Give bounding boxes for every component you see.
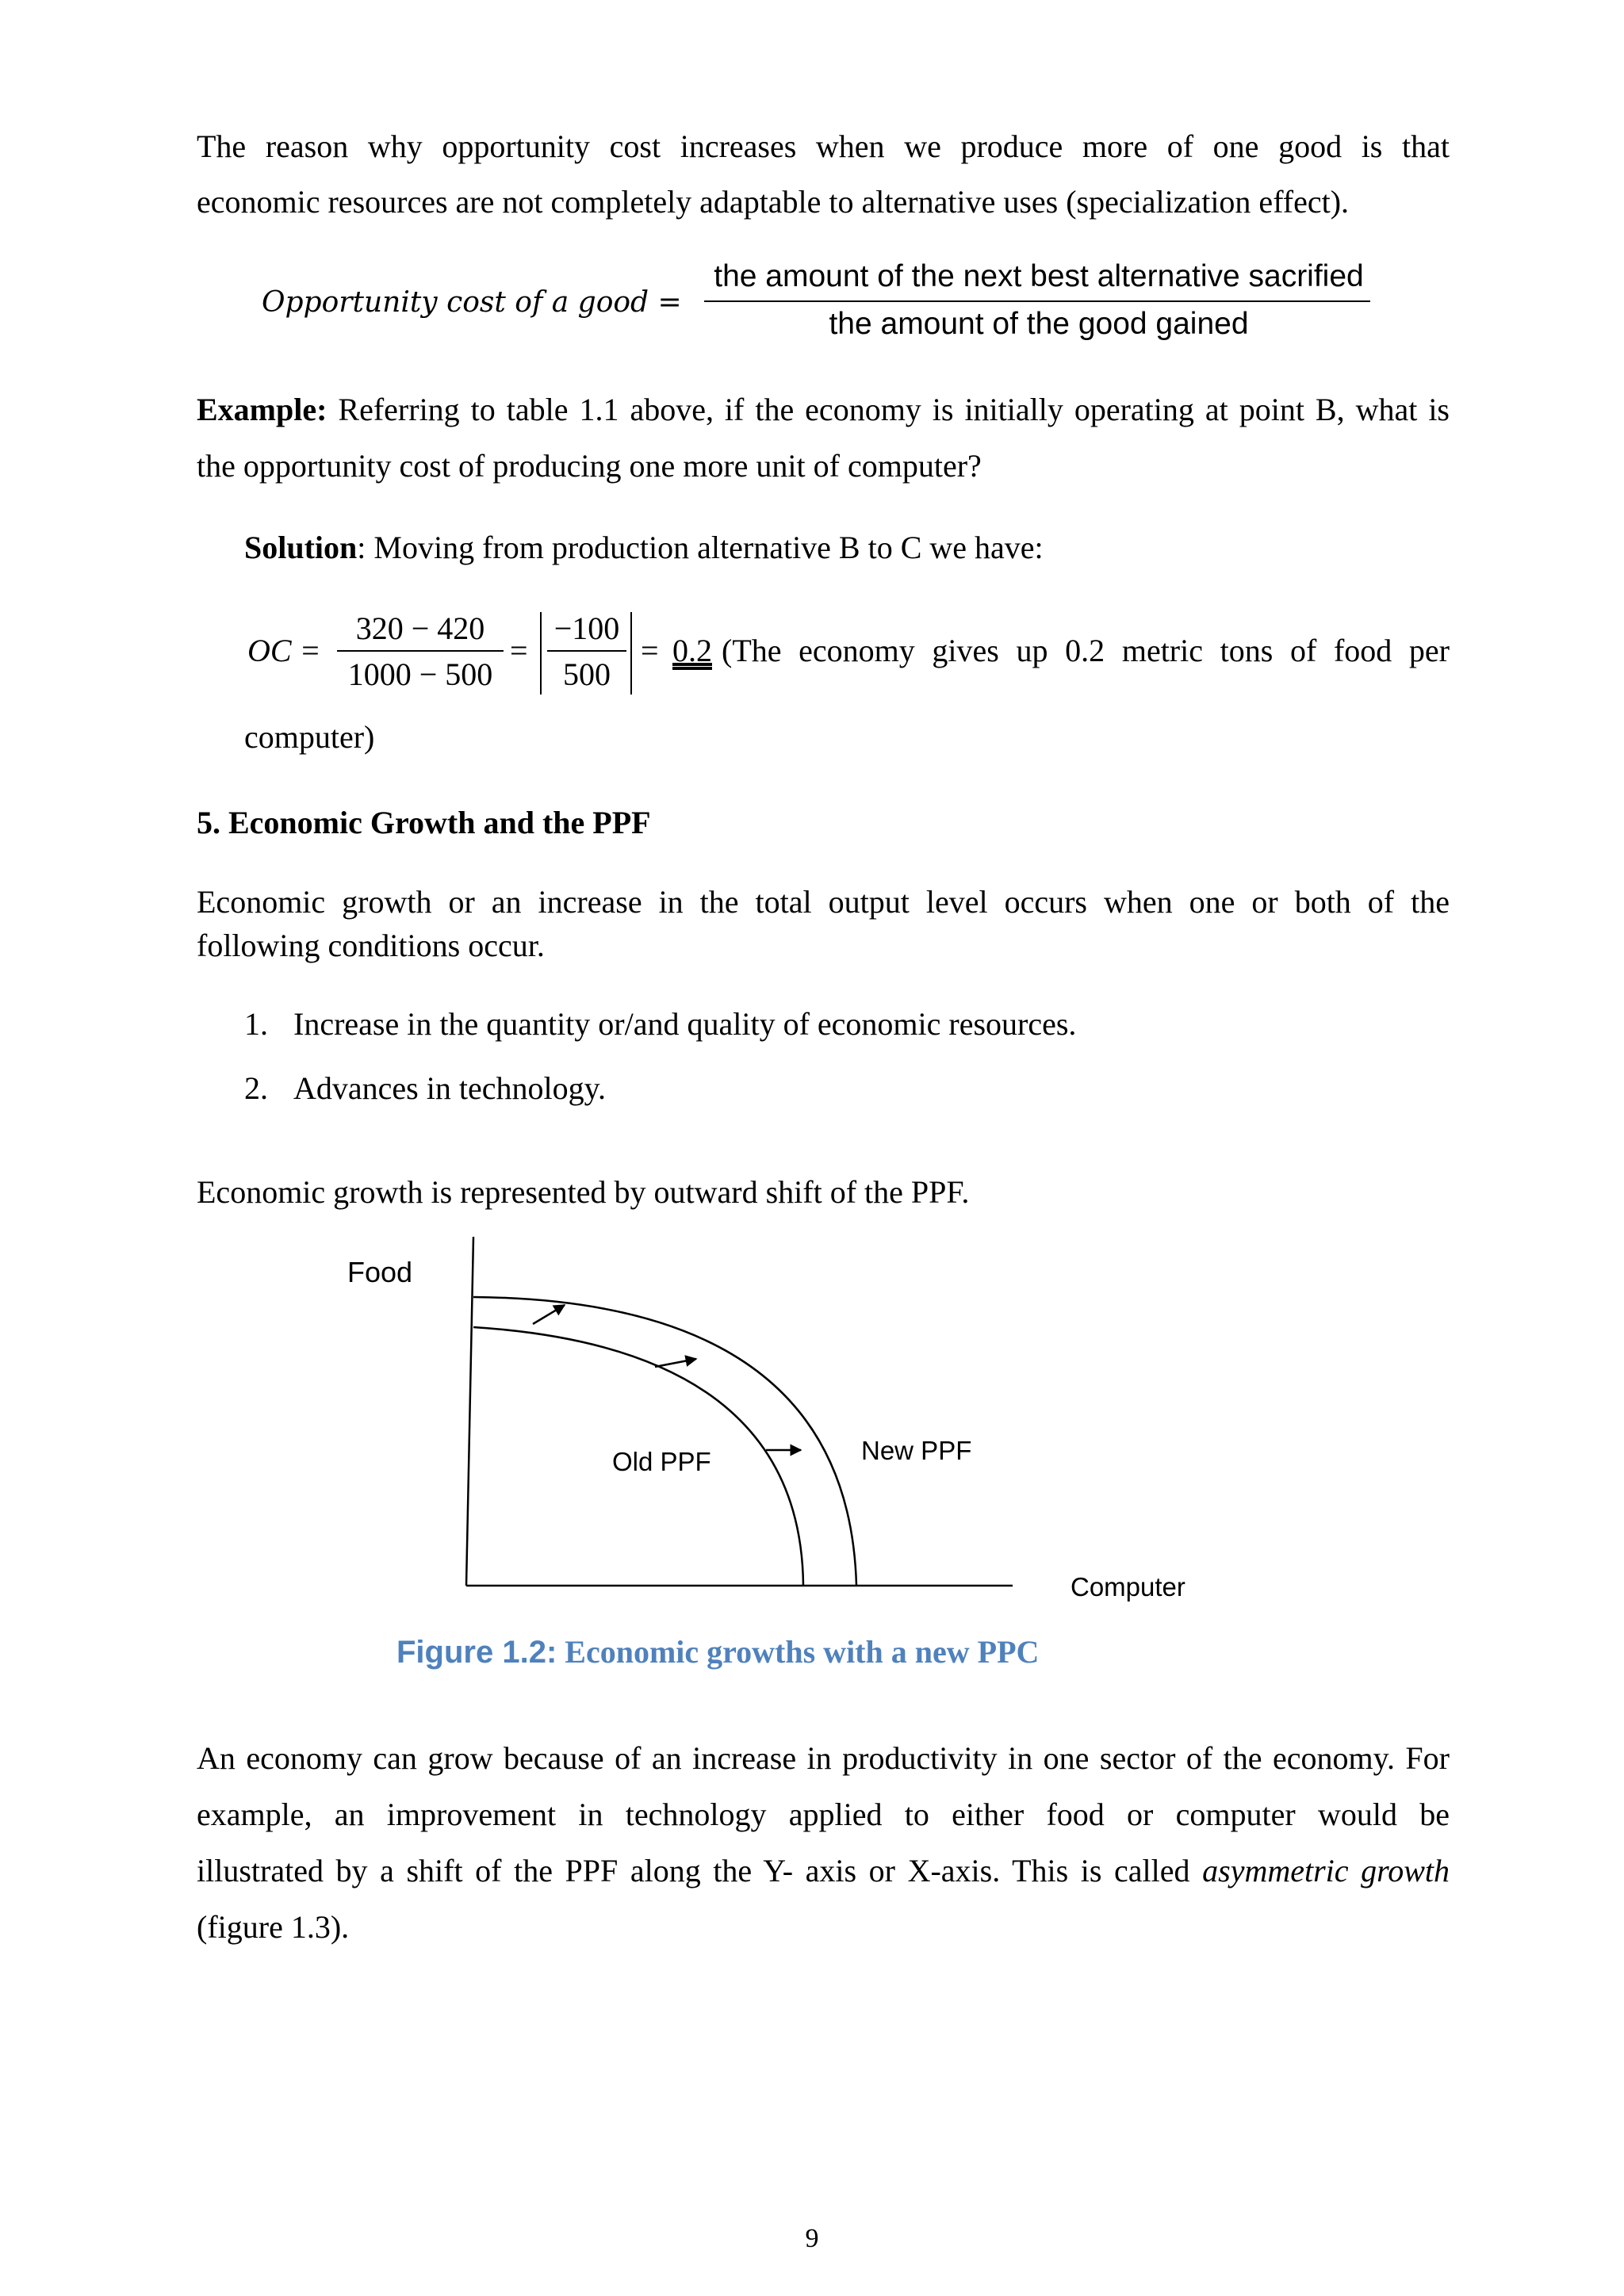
old-ppf-label: Old PPF — [612, 1447, 711, 1476]
list-number: 2. — [244, 1070, 268, 1106]
new-ppf-label: New PPF — [861, 1436, 972, 1465]
equals-2: = — [641, 633, 659, 668]
section-para-line-2: following conditions occur. — [197, 928, 545, 963]
y-axis — [466, 1237, 473, 1586]
x-axis-label: Computer — [1071, 1572, 1185, 1601]
section-para-line-1: Economic growth or an increase in the total output level occurs when one or both of the — [197, 884, 1450, 920]
closing-line-3-text: illustrated by a shift of the PPF along the Y- axis or X-axis. This is called — [197, 1853, 1203, 1888]
oc-result: 0.2 — [672, 633, 712, 668]
closing-line-2: example, an improvement in technology applied to either food or computer would be — [197, 1797, 1450, 1832]
formula-numerator: the amount of the next best alternative sacrified — [714, 259, 1364, 293]
intro-line-2: economic resources are not completely adaptable to alternative uses (specialization effect). — [197, 184, 1350, 220]
list-text: Increase in the quantity or/and quality of economic resources. — [293, 1006, 1077, 1042]
figure-caption — [396, 1630, 1039, 1674]
intro-line-1: The reason why opportunity cost increases when we produce more of one good is that — [197, 128, 1450, 164]
shift-arrow-icon — [533, 1305, 565, 1324]
y-axis-label: Food — [347, 1256, 413, 1288]
example-label: Example: — [197, 392, 327, 427]
formula-denominator: the amount of the good gained — [829, 307, 1249, 341]
oc-label: OC = — [247, 633, 321, 668]
closing-line-4: (figure 1.3). — [197, 1909, 350, 1945]
figure-caption-text: Economic growths with a new PPC — [557, 1634, 1040, 1670]
example-line-2: the opportunity cost of producing one more unit of computer? — [197, 448, 982, 484]
page-number: 9 — [805, 2224, 819, 2253]
asymmetric-growth-term: asymmetric growth — [1202, 1853, 1450, 1888]
example-text: Referring to table 1.1 above, if the economy is initially operating at point B, what is — [338, 392, 1450, 427]
list-number: 1. — [244, 1006, 268, 1042]
solution-label: Solution — [244, 530, 358, 565]
shift-arrow-icon — [655, 1359, 696, 1367]
frac2-denominator: 500 — [563, 656, 611, 692]
oc-explanation-end: computer) — [244, 719, 375, 755]
frac1-numerator: 320 − 420 — [355, 610, 485, 646]
growth-statement: Economic growth is represented by outward shift of the PPF. — [197, 1174, 970, 1210]
closing-line-1: An economy can grow because of an increase in productivity in one sector of the economy. For — [197, 1740, 1450, 1776]
solution-text: : Moving from production alternative B to C we have: — [357, 530, 1044, 565]
closing-line-3 — [197, 1843, 1450, 1899]
frac2-numerator: −100 — [553, 610, 620, 646]
section-heading: 5. Economic Growth and the PPF — [197, 805, 651, 840]
figure-caption-prefix: Figure 1.2: — [396, 1635, 557, 1670]
formula-lhs: Opportunity cost of a good = — [262, 286, 682, 319]
list-text: Advances in technology. — [293, 1070, 606, 1106]
oc-explanation: (The economy gives up 0.2 metric tons of food per — [722, 633, 1450, 668]
frac1-denominator: 1000 − 500 — [347, 656, 493, 692]
equals-1: = — [510, 633, 528, 668]
